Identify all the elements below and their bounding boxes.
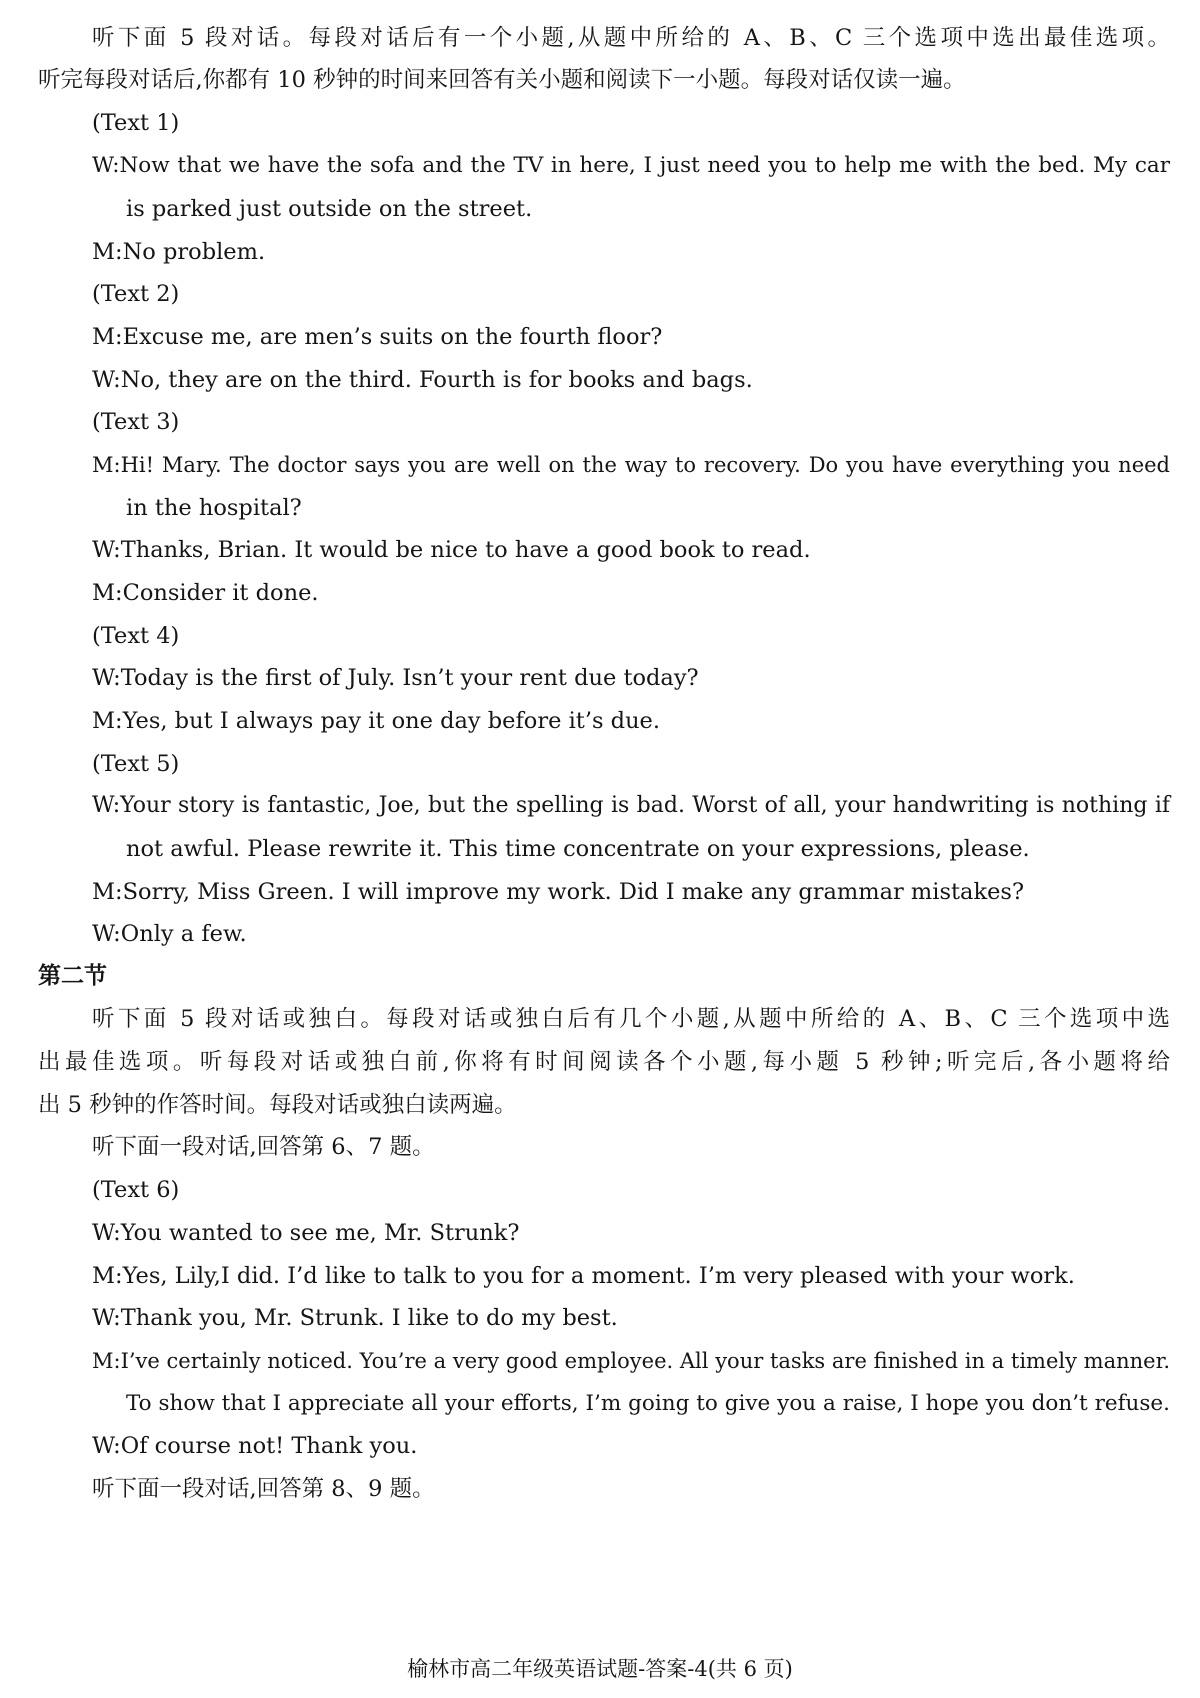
text6-w3: W:Of course not! Thank you. — [92, 1433, 418, 1459]
section2-intro-line2: 出最佳选项。听每段对话或独白前,你将有时间阅读各个小题,每小题 5 秒钟;听完后,各小题将给 — [38, 1049, 1170, 1075]
text6-m2-line2: To show that I appreciate all your efforts, I’m going to give you a raise, I hope you don’t refuse. — [126, 1391, 1170, 1416]
text6-m2-line1: M:I’ve certainly noticed. You’re a very good employee. All your tasks are finished in a timely manner. — [92, 1349, 1170, 1373]
text4-label: (Text 4) — [92, 623, 180, 649]
text5-label: (Text 5) — [92, 751, 180, 777]
text1-w1-line1: W:Now that we have the sofa and the TV in here, I just need you to help me with the bed. My car — [92, 153, 1170, 178]
text1-m1: M:No problem. — [92, 239, 266, 265]
text3-label: (Text 3) — [92, 409, 180, 435]
text4-w1: W:Today is the first of July. Isn’t your rent due today? — [92, 665, 699, 691]
text3-w1: W:Thanks, Brian. It would be nice to have a good book to read. — [92, 537, 811, 563]
text3-m2: M:Consider it done. — [92, 580, 319, 606]
text4-m1: M:Yes, but I always pay it one day before it’s due. — [92, 708, 661, 734]
text5-m1: M:Sorry, Miss Green. I will improve my work. Did I make any grammar mistakes? — [92, 879, 1025, 905]
text6-label: (Text 6) — [92, 1177, 180, 1203]
section1-intro-line1: 听下面 5 段对话。每段对话后有一个小题,从题中所给的 A、B、C 三个选项中选出最佳选项。 — [92, 25, 1170, 51]
text1-w1-line2: is parked just outside on the street. — [126, 196, 533, 222]
text5-w1-line2: not awful. Please rewrite it. This time concentrate on your expressions, please. — [126, 836, 1030, 862]
text2-label: (Text 2) — [92, 281, 180, 307]
text5-w1-line1: W:Your story is fantastic, Joe, but the spelling is bad. Worst of all, your handwriting is nothing if — [92, 793, 1170, 818]
text2-m1: M:Excuse me, are men’s suits on the fourth floor? — [92, 324, 663, 350]
text3-m1-line1: M:Hi! Mary. The doctor says you are well on the way to recovery. Do you have everything you need — [92, 453, 1170, 477]
section2-intro-line1: 听下面 5 段对话或独白。每段对话或独白后有几个小题,从题中所给的 A、B、C 三个选项中选 — [92, 1006, 1170, 1032]
section2-intro-line3: 出 5 秒钟的作答时间。每段对话或独白读两遍。 — [38, 1092, 517, 1118]
instruction-q6-7: 听下面一段对话,回答第 6、7 题。 — [92, 1134, 435, 1160]
text3-m1-line2: in the hospital? — [126, 495, 302, 521]
instruction-q8-9: 听下面一段对话,回答第 8、9 题。 — [92, 1476, 435, 1502]
text2-w1: W:No, they are on the third. Fourth is for books and bags. — [92, 367, 753, 393]
text6-m1: M:Yes, Lily,I did. I’d like to talk to you for a moment. I’m very pleased with your work. — [92, 1263, 1075, 1289]
page-footer: 榆林市高二年级英语试题-答案-4(共 6 页) — [407, 1657, 793, 1681]
text6-w2: W:Thank you, Mr. Strunk. I like to do my best. — [92, 1305, 618, 1331]
section2-heading: 第二节 — [38, 963, 107, 989]
section1-intro-line2: 听完每段对话后,你都有 10 秒钟的时间来回答有关小题和阅读下一小题。每段对话仅读一遍。 — [38, 67, 966, 93]
text6-w1: W:You wanted to see me, Mr. Strunk? — [92, 1220, 520, 1246]
text1-label: (Text 1) — [92, 110, 180, 136]
text5-w2: W:Only a few. — [92, 921, 247, 947]
